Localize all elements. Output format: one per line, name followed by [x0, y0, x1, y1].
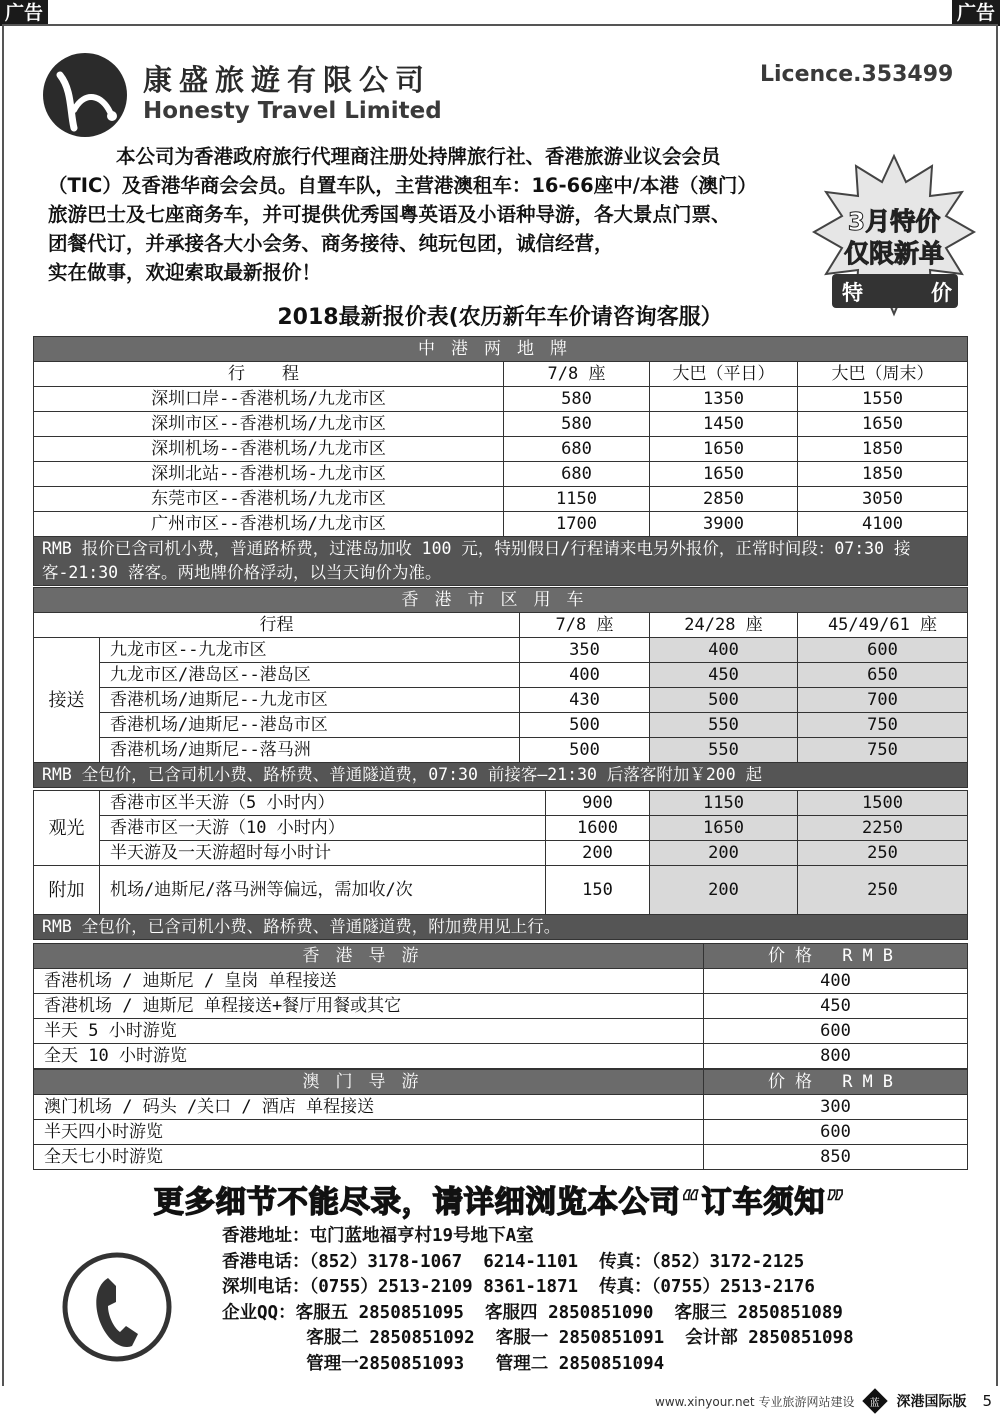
- price-cell: 3050: [798, 487, 968, 512]
- hk-local-table: [33, 587, 968, 788]
- column-header: 行 程: [34, 362, 504, 387]
- qq-line-3: 管理一2850851093 管理二 2850851094: [222, 1353, 665, 1374]
- hk-sightseeing-table: [33, 790, 968, 940]
- route-cell: 九龙市区/港岛区--港岛区: [100, 663, 520, 688]
- service-cell: 全天 10 小时游览: [34, 1044, 704, 1069]
- price-cell: 750: [798, 713, 968, 738]
- service-cell: 香港机场 / 迪斯尼 / 皇岗 单程接送: [34, 969, 704, 994]
- price-note: RMB 全包价，已含司机小费、路桥费、普通隧道费，附加费用见上行。: [34, 915, 968, 940]
- price-cell: 430: [520, 688, 650, 713]
- page-number: 5: [982, 1392, 992, 1410]
- price-cell: 250: [798, 866, 968, 915]
- price-cell: 1650: [650, 462, 798, 487]
- qq-line-1: 企业QQ：客服五 2850851095 客服四 2850851090 客服三 2850851089: [222, 1302, 843, 1323]
- table-row: [34, 512, 968, 537]
- price-cell: 2850: [650, 487, 798, 512]
- price-cell: 150: [546, 866, 650, 915]
- column-header: 24/28 座: [650, 613, 798, 638]
- price-cell: 1700: [504, 512, 650, 537]
- price-cell: 580: [504, 387, 650, 412]
- group-label-sightseeing: 观光: [34, 791, 100, 866]
- table-header-row: [34, 362, 968, 387]
- price-cell: 200: [650, 841, 798, 866]
- price-cell: 200: [650, 866, 798, 915]
- price-cell: 500: [520, 738, 650, 763]
- price-cell: 450: [650, 663, 798, 688]
- table-row: [34, 688, 968, 713]
- table-row: [34, 1095, 968, 1120]
- section-title: 香港市区用车: [34, 588, 968, 613]
- table-row: [34, 663, 968, 688]
- route-cell: 广州市区--香港机场/九龙市区: [34, 512, 504, 537]
- table-row: [34, 969, 968, 994]
- route-cell: 深圳市区--香港机场/九龙市区: [34, 412, 504, 437]
- price-cell: 400: [704, 969, 968, 994]
- table-row: [34, 994, 968, 1019]
- intro-line: 团餐代订，并承接各大小会务、商务接待、纯玩包团，诚信经营，: [48, 232, 614, 255]
- price-cell: 680: [504, 462, 650, 487]
- price-cell: 550: [650, 738, 798, 763]
- route-cell: 香港市区一天游（10 小时内）: [100, 816, 546, 841]
- intro-line: 旅游巴士及七座商务车，并可提供优秀国粤英语及小语种导游，各大景点门票、: [48, 203, 731, 226]
- price-cell: 1850: [798, 462, 968, 487]
- price-note: RMB 全包价，已含司机小费、路桥费、普通隧道费，07:30 前接客—21:30 后落客附加￥200 起: [34, 763, 968, 788]
- booking-notice-banner: 更多细节不能尽录，请详细浏览本公司“订车须知”: [153, 1185, 847, 1220]
- route-cell: 香港机场/迪斯尼--港岛市区: [100, 713, 520, 738]
- price-cell: 1150: [650, 791, 798, 816]
- table-row: [34, 412, 968, 437]
- price-cell: 680: [504, 437, 650, 462]
- column-header: 大巴（平日）: [650, 362, 798, 387]
- price-cell: 1150: [504, 487, 650, 512]
- route-cell: 半天游及一天游超时每小时计: [100, 841, 546, 866]
- hk-address: 香港地址：屯门蓝地福亨村19号地下A室: [222, 1226, 534, 1246]
- price-cell: 1650: [650, 816, 798, 841]
- intro-line: 本公司为香港政府旅行代理商注册处持牌旅行社、香港旅游业议会会员: [116, 145, 721, 168]
- route-cell: 香港机场/迪斯尼--九龙市区: [100, 688, 520, 713]
- company-logo: [40, 50, 130, 140]
- table-row: [34, 713, 968, 738]
- table-header-row: [34, 613, 968, 638]
- price-cell: 500: [520, 713, 650, 738]
- price-table-title: 2018最新报价表(农历新年车价请咨询客服）: [277, 305, 723, 330]
- price-cell: 1650: [650, 437, 798, 462]
- section-title: 澳门导游: [34, 1070, 704, 1095]
- hk-phone: 香港电话：（852）3178-1067 6214-1101 传真：（852）3172-2125: [222, 1251, 805, 1272]
- footer-site: www.xinyour.net 专业旅游网站建设: [655, 1394, 855, 1409]
- route-cell: 香港市区半天游（5 小时内）: [100, 791, 546, 816]
- table-row: [34, 487, 968, 512]
- price-cell: 500: [650, 688, 798, 713]
- price-cell: 450: [704, 994, 968, 1019]
- table-row: [34, 462, 968, 487]
- special-offer-badge: [810, 152, 978, 320]
- route-cell: 香港机场/迪斯尼--落马洲: [100, 738, 520, 763]
- intro-line: 实在做事，欢迎索取最新报价！: [48, 261, 322, 284]
- service-cell: 香港机场 / 迪斯尼 单程接送+餐厅用餐或其它: [34, 994, 704, 1019]
- price-cell: 250: [798, 841, 968, 866]
- service-cell: 全天七小时游览: [34, 1145, 704, 1170]
- price-cell: 3900: [650, 512, 798, 537]
- company-name-en: Honesty Travel Limited: [143, 98, 442, 124]
- table-row: [34, 638, 968, 663]
- publisher-logo-icon: [863, 1388, 888, 1413]
- table-row: [34, 1120, 968, 1145]
- ad-tag-right: 广告: [952, 0, 1000, 26]
- price-cell: 850: [704, 1145, 968, 1170]
- licence-number: Licence.353499: [760, 62, 954, 87]
- badge-line-1: 3月特价: [847, 207, 941, 236]
- table-row: [34, 791, 968, 816]
- table-row: [34, 866, 968, 915]
- section-title: 香港导游: [34, 944, 704, 969]
- qq-line-2: 客服二 2850851092 客服一 2850851091 会计部 2850851098: [222, 1328, 854, 1348]
- price-cell: 580: [504, 412, 650, 437]
- price-cell: 1550: [798, 387, 968, 412]
- price-cell: 1500: [798, 791, 968, 816]
- contact-info: [222, 1224, 854, 1377]
- price-cell: 350: [520, 638, 650, 663]
- footer-edition: 深港国际版: [896, 1394, 967, 1410]
- price-header: 价格 RMB: [704, 944, 968, 969]
- intro-line: （TIC）及香港华商会会员。自置车队，主营港澳租车：16-66座中/本港（澳门）: [48, 174, 757, 197]
- price-cell: 400: [520, 663, 650, 688]
- group-label-transfer: 接送: [34, 638, 100, 763]
- table-row: [34, 738, 968, 763]
- price-cell: 550: [650, 713, 798, 738]
- column-header: 7/8 座: [520, 613, 650, 638]
- column-header: 行程: [34, 613, 520, 638]
- price-cell: 400: [650, 638, 798, 663]
- price-cell: 800: [704, 1044, 968, 1069]
- column-header: 45/49/61 座: [798, 613, 968, 638]
- price-cell: 200: [546, 841, 650, 866]
- table-row: [34, 1145, 968, 1170]
- price-cell: 900: [546, 791, 650, 816]
- table-row: [34, 387, 968, 412]
- route-cell: 深圳北站--香港机场-九龙市区: [34, 462, 504, 487]
- route-cell: 机场/迪斯尼/落马洲等偏远，需加收/次: [100, 866, 546, 915]
- section-title: 中港两地牌: [34, 337, 968, 362]
- price-cell: 750: [798, 738, 968, 763]
- badge-char-a: 特: [842, 281, 863, 305]
- table-row: [34, 816, 968, 841]
- company-intro: [48, 142, 838, 287]
- price-cell: 2250: [798, 816, 968, 841]
- company-name-cn: 康盛旅遊有限公司: [143, 63, 432, 97]
- price-cell: 600: [704, 1019, 968, 1044]
- price-header: 价格 RMB: [704, 1070, 968, 1095]
- route-cell: 东莞市区--香港机场/九龙市区: [34, 487, 504, 512]
- price-cell: 650: [798, 663, 968, 688]
- sz-phone: 深圳电话：（0755）2513-2109 8361-1871 传真：（0755）2513-2176: [222, 1277, 815, 1297]
- service-cell: 半天 5 小时游览: [34, 1019, 704, 1044]
- price-cell: 1850: [798, 437, 968, 462]
- macau-guide-table: [33, 1069, 968, 1170]
- price-cell: 300: [704, 1095, 968, 1120]
- cross-border-table: [33, 336, 968, 586]
- column-header: 7/8 座: [504, 362, 650, 387]
- table-row: [34, 1044, 968, 1069]
- ad-tag-left: 广告: [0, 0, 48, 26]
- price-cell: 1350: [650, 387, 798, 412]
- hk-guide-table: [33, 943, 968, 1069]
- price-cell: 600: [798, 638, 968, 663]
- table-row: [34, 437, 968, 462]
- service-cell: 澳门机场 / 码头 /关口 / 酒店 单程接送: [34, 1095, 704, 1120]
- table-row: [34, 1019, 968, 1044]
- phone-icon: [60, 1250, 175, 1365]
- price-cell: 4100: [798, 512, 968, 537]
- price-cell: 1600: [546, 816, 650, 841]
- badge-line-2: 仅限新单: [843, 239, 944, 268]
- price-cell: 600: [704, 1120, 968, 1145]
- price-cell: 700: [798, 688, 968, 713]
- route-cell: 九龙市区--九龙市区: [100, 638, 520, 663]
- column-header: 大巴（周末）: [798, 362, 968, 387]
- service-cell: 半天四小时游览: [34, 1120, 704, 1145]
- page-footer: [655, 1390, 992, 1412]
- route-cell: 深圳口岸--香港机场/九龙市区: [34, 387, 504, 412]
- route-cell: 深圳机场--香港机场/九龙市区: [34, 437, 504, 462]
- price-cell: 1650: [798, 412, 968, 437]
- table-row: [34, 841, 968, 866]
- price-cell: 1450: [650, 412, 798, 437]
- badge-char-b: 价: [931, 281, 952, 305]
- group-label-extra: 附加: [34, 866, 100, 915]
- publisher-logo-char: 蓝: [870, 1397, 881, 1409]
- price-note: RMB 报价已含司机小费，普通路桥费，过港岛加收 100 元，特别假日/行程请来电另外报价，正常时间段：07:30 接客-21:30 落客。两地牌价格浮动，以当天询价为准。: [34, 537, 968, 586]
